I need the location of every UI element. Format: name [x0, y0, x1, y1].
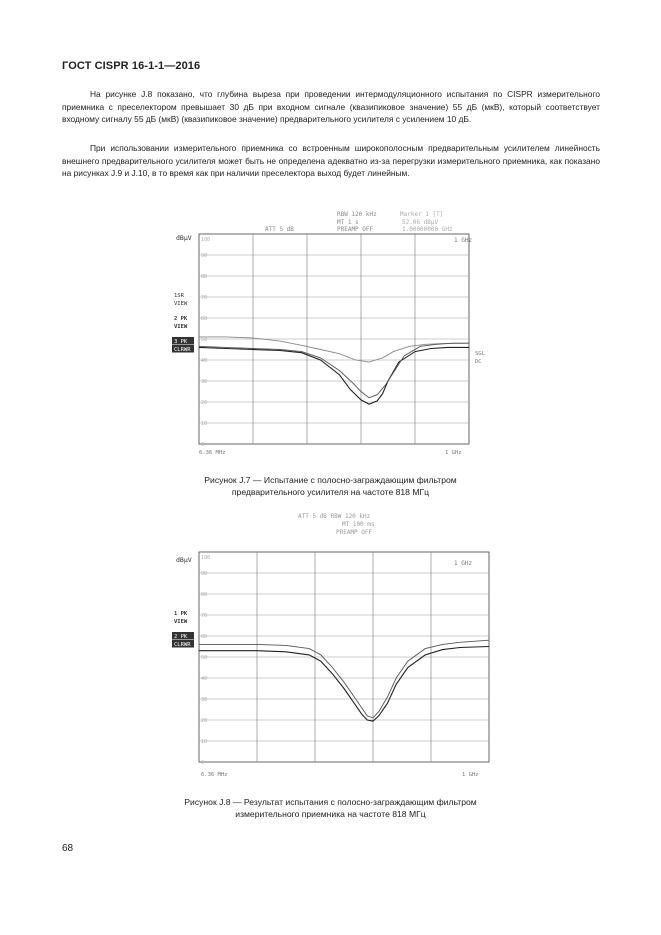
side-label: VIEW: [174, 324, 188, 330]
j7-mt: MT 1 s: [337, 219, 359, 226]
y-tick-label: 50: [201, 337, 208, 343]
side-label: 1 PK: [174, 611, 188, 617]
side-label: 2 PK: [174, 316, 188, 322]
j8-atten: ATT 5 dB RBW 120 kHz: [298, 513, 371, 520]
y-tick-label: 60: [201, 634, 208, 640]
j8-x-end: 1 GHz: [462, 772, 479, 778]
y-tick-label: 60: [201, 316, 208, 322]
y-tick-label: 0: [201, 442, 205, 448]
side-label: CLRWR: [174, 642, 191, 648]
j7-right-label-1: SGL: [475, 351, 485, 357]
y-tick-label: 40: [201, 358, 208, 364]
series-line-2: [199, 347, 469, 404]
y-tick-label: 70: [201, 295, 208, 301]
side-label: VIEW: [174, 301, 188, 307]
y-tick-label: 80: [201, 592, 208, 598]
y-tick-label: 30: [201, 697, 208, 703]
figure-j8-chart: [170, 510, 500, 782]
y-tick-label: 100: [201, 555, 211, 561]
j8-mt: MT 100 ms: [342, 521, 375, 528]
j8-y-unit: dBμV: [176, 556, 192, 564]
j8-preamp: PREAMP OFF: [336, 529, 373, 536]
y-tick-label: 30: [201, 379, 208, 385]
y-tick-label: 70: [201, 613, 208, 619]
side-label: CLRWR: [174, 347, 191, 353]
y-tick-label: 40: [201, 676, 208, 682]
y-tick-label: 100: [201, 237, 211, 243]
j7-x-end: 1 GHz: [445, 450, 462, 456]
side-label: 2 PK: [174, 634, 188, 640]
caption-j7-line1: Рисунок J.7 — Испытание с полосно-заграждающим фильтром: [204, 475, 457, 485]
side-label: 3 PK: [174, 339, 188, 345]
j7-right-label-2: DC: [475, 359, 482, 365]
figure-j7: [170, 206, 500, 468]
caption-j8-line1: Рисунок J.8 — Результат испытания с полосно-заграждающим фильтром: [184, 797, 477, 807]
j7-atten: ATT 5 dB: [265, 226, 294, 233]
y-tick-label: 50: [201, 655, 208, 661]
caption-j8-line2: измерительного приемника на частоте 818 МГц: [235, 809, 426, 819]
caption-j7-line2: предварительного усилителя на частоте 818 МГц: [231, 487, 430, 497]
y-tick-label: 0: [201, 760, 205, 766]
y-tick-label: 10: [201, 739, 208, 745]
figure-j7-chart: [170, 206, 500, 468]
side-label: VIEW: [174, 619, 188, 625]
figure-j8: [170, 510, 500, 782]
j7-marker-label: 1 GHz: [454, 237, 473, 244]
j8-marker-label: 1 GHz: [454, 560, 473, 567]
series-line-2: [199, 647, 489, 722]
j7-preamp: PREAMP OFF: [337, 226, 374, 233]
page-number: 68: [62, 843, 74, 854]
y-tick-label: 10: [201, 421, 208, 427]
j7-mt-extra: 52.06 dBμV: [402, 219, 439, 226]
paragraph-2: При использовании измерительного приемника со встроенным широкополосным предварительным усилителем линейность внешнего предварительного усилителя может быть не определена адекватно из-за перегрузки измерительного приемника, как показано на рисунках J.9 и J.10, в то время как при наличии преселектора выход будет линейным.: [62, 143, 600, 178]
y-tick-label: 20: [201, 718, 208, 724]
y-tick-label: 90: [201, 253, 208, 259]
standard-header: ГОСТ CISPR 16-1-1—2016: [62, 60, 201, 72]
j7-x-start: 6.36 MHz: [199, 450, 226, 456]
series-line-1: [199, 640, 489, 718]
j7-preamp-extra: 1.00000000 GHz: [402, 226, 453, 233]
y-tick-label: 80: [201, 274, 208, 280]
y-tick-label: 20: [201, 400, 208, 406]
j7-rbw: RBW 120 kHz: [337, 211, 377, 218]
j8-x-start: 6.36 MHz: [201, 772, 228, 778]
j7-rbw-extra: Marker 1 [T]: [400, 211, 444, 218]
y-tick-label: 90: [201, 571, 208, 577]
j7-y-unit: dBμV: [176, 234, 192, 242]
paragraph-1: На рисунке J.8 показано, что глубина выреза при проведении интермодуляционного испытания по CISPR измерительного приемника с преселектором превышает 30 дБ при входном сигнале (квазипиковое значение) 55 дБ (мкВ), который соответствует входному сигналу 55 дБ (мкВ) (квазипиковое значение) предварительного усилителя с усилением 10 дБ.: [62, 89, 600, 124]
side-label: 1SR: [174, 293, 184, 299]
